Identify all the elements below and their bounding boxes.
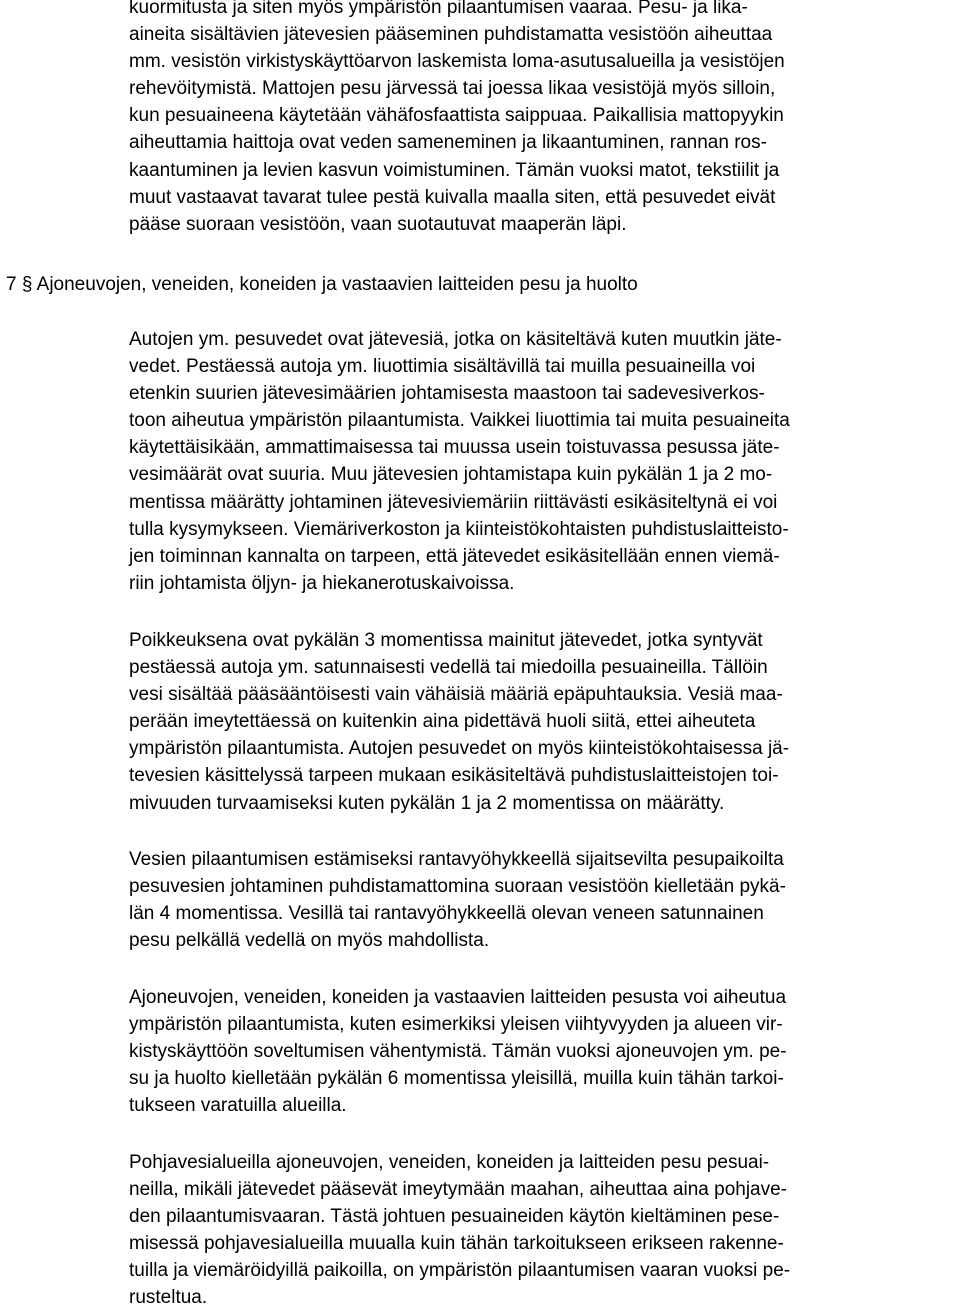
text-line: aiheuttamia haittoja ovat veden sameneminen ja likaantuminen, rannan ros- (129, 132, 767, 154)
text-line: kistyskäyttöön soveltumisen vähentymistä. Tämän vuoksi ajoneuvojen ym. pe- (129, 1041, 787, 1063)
text-line: Autojen ym. pesuvedet ovat jätevesiä, jotka on käsiteltävä kuten muutkin jäte- (129, 329, 782, 350)
text-line: etenkin suurien jätevesimäärien johtamisesta maastoon tai sadevesiverkos- (129, 383, 765, 405)
paragraph-1 (129, 326, 949, 597)
text-line: käytettäisikään, ammattimaisessa tai muussa usein toistuvassa pesussa jäte- (129, 437, 780, 459)
text-line: Poikkeuksena ovat pykälän 3 momentissa mainitut jätevedet, jotka syntyvät (129, 630, 763, 651)
paragraph-4 (129, 984, 949, 1119)
text-line: tukseen varatuilla alueilla. (129, 1095, 347, 1117)
text-line: mm. vesistön virkistyskäyttöarvon laskemista loma-asutusalueilla ja vesistöjen (129, 51, 785, 73)
text-line: vedet. Pestäessä autoja ym. liuottimia sisältävillä tai muilla pesuaineilla voi (129, 356, 756, 378)
section-heading (6, 270, 638, 300)
text-line: jen toiminnan kannalta on tarpeen, että jätevedet esikäsitellään ennen viemä- (129, 545, 780, 567)
text-line: mentissa määrätty johtaminen jätevesiviemäriin riittävästi esikäsiteltynä ei voi (129, 491, 778, 513)
text-line: misessä pohjavesialueilla muualla kuin tähän tarkoitukseen erikseen rakenne- (129, 1233, 784, 1255)
text-line: rehevöitymistä. Mattojen pesu järvessä tai joessa likaa vesistöjä myös silloin, (129, 78, 776, 100)
text-line: ympäristön pilaantumista. Autojen pesuvedet on myös kiinteistökohtaisessa jä- (129, 738, 790, 760)
text-line: Vesien pilaantumisen estämiseksi rantavyöhykkeellä sijaitsevilta pesupaikoilta (129, 849, 784, 870)
text-line: mivuuden turvaamiseksi kuten pykälän 1 ja 2 momentissa on määrätty. (129, 792, 725, 814)
text-line: su ja huolto kielletään pykälän 6 momentissa yleisillä, muilla kuin tähän tarkoi- (129, 1068, 784, 1090)
text-line: toon aiheutua ympäristön pilaantumista. Vaikkei liuottimia tai muita pesuaineita (129, 410, 790, 432)
text-line: Ajoneuvojen, veneiden, koneiden ja vastaavien laitteiden pesusta voi aiheutua (129, 987, 787, 1008)
text-line: rusteltua. (129, 1287, 208, 1309)
text-line: aineita sisältävien jätevesien pääseminen puhdistamatta vesistöön aiheuttaa (129, 24, 773, 46)
text-line: tevesien käsittelyssä tarpeen mukaan esikäsiteltävä puhdistuslaitteistojen toi- (129, 765, 779, 787)
text-line: kaantuminen ja levien kasvun voimistuminen. Tämän vuoksi matot, tekstiilit ja (129, 159, 780, 181)
text-line: pääse suoraan vesistöön, vaan suotautuvat maaperän läpi. (129, 213, 627, 235)
text-line: perään imeytettäessä on kuitenkin aina pidettävä huoli siitä, ettei aiheuteta (129, 711, 756, 733)
text-line: pestäessä autoja ym. satunnaisesti vedellä tai miedoilla pesuaineilla. Tällöin (129, 657, 768, 679)
text-line: den pilaantumisvaaran. Tästä johtuen pesuaineiden käytön kieltäminen pese- (129, 1206, 780, 1228)
text-line: ympäristön pilaantumista, kuten esimerkiksi yleisen viihtyvyyden ja alueen vir- (129, 1014, 783, 1036)
intro-paragraph (129, 0, 949, 238)
text-line: neilla, mikäli jätevedet pääsevät imeytymään maahan, aiheuttaa aina pohjave- (129, 1179, 788, 1201)
section-title: Ajoneuvojen, veneiden, koneiden ja vastaavien laitteiden pesu ja huolto (36, 274, 638, 295)
paragraph-5 (129, 1149, 949, 1312)
text-line: pesuvesien johtaminen puhdistamattomina suoraan vesistöön kielletään pykä- (129, 876, 786, 898)
text-line: Pohjavesialueilla ajoneuvojen, veneiden, koneiden ja laitteiden pesu pesuai- (129, 1152, 770, 1173)
text-line: kuormitusta ja siten myös ympäristön pilaantumisen vaaraa. Pesu- ja lika- (129, 0, 748, 18)
text-line: riin johtamista öljyn- ja hiekanerotuskaivoissa. (129, 572, 515, 594)
section-number: 7 § (6, 274, 33, 295)
text-line: tuilla ja viemäröidyillä paikoilla, on ympäristön pilaantumisen vaaran vuoksi pe- (129, 1260, 791, 1282)
text-line: län 4 momentissa. Vesillä tai rantavyöhykkeellä olevan veneen satunnainen (129, 903, 764, 925)
text-line: kun pesuaineena käytetään vähäfosfaattista saippuaa. Paikallisia mattopyykin (129, 105, 784, 127)
text-line: vesi sisältää pääsääntöisesti vain vähäisiä määriä epäpuhtauksia. Vesiä maa- (129, 684, 783, 706)
paragraph-2 (129, 627, 949, 817)
paragraph-3 (129, 846, 949, 954)
text-line: tulla kysymykseen. Viemäriverkoston ja kiinteistökohtaisten puhdistuslaitteisto- (129, 518, 789, 540)
text-line: vesimäärät ovat suuria. Muu jätevesien johtamistapa kuin pykälän 1 ja 2 mo- (129, 464, 773, 486)
text-line: muut vastaavat tavarat tulee pestä kuivalla maalla siten, että pesuvedet eivät (129, 186, 776, 208)
text-line: pesu pelkällä vedellä on myös mahdollista. (129, 930, 490, 952)
